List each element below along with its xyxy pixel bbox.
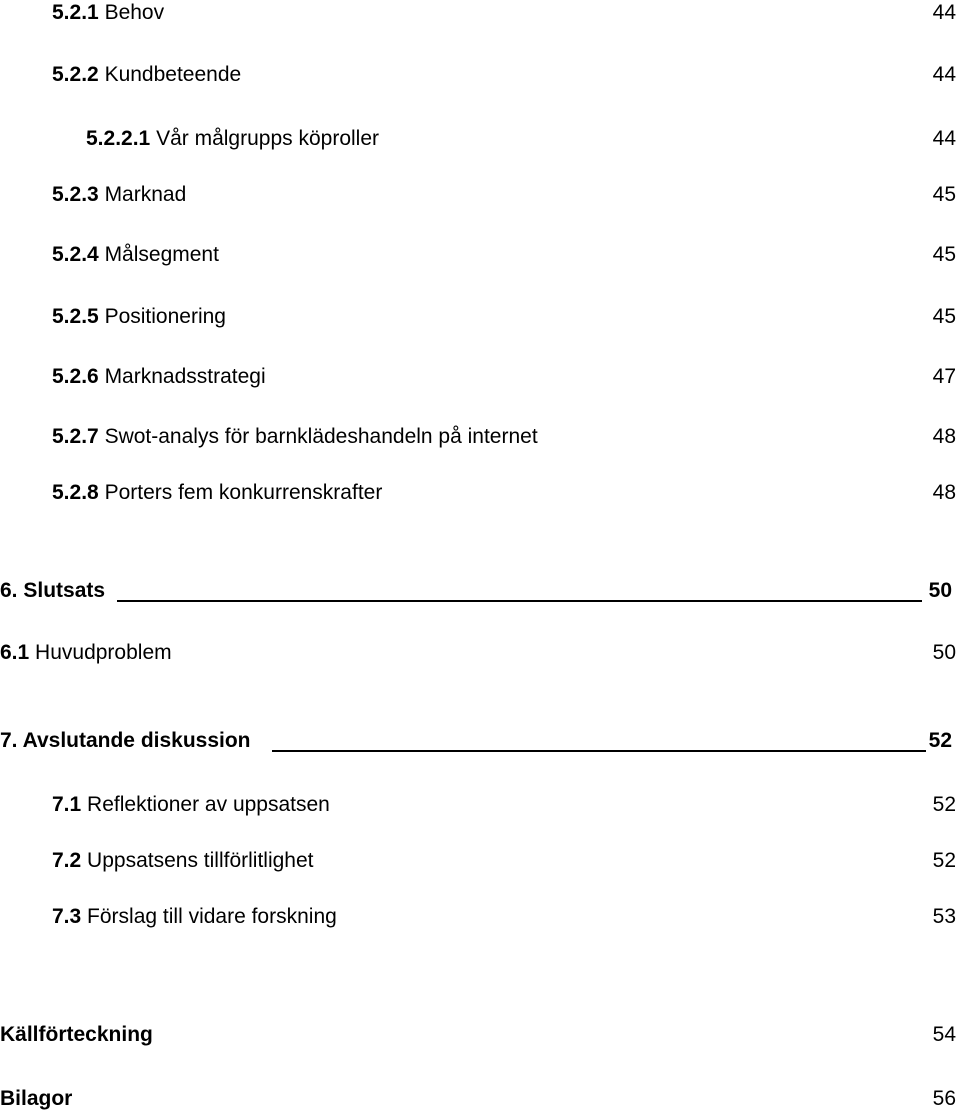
entry-page: 48 — [932, 425, 956, 448]
entry-title: Huvudproblem — [35, 641, 172, 664]
entry-page: 50 — [932, 641, 956, 664]
toc-entry[interactable] — [0, 300, 960, 334]
entry-number: 7.2 — [52, 849, 82, 872]
toc-entry[interactable] — [0, 1082, 960, 1116]
entry-page: 45 — [932, 305, 956, 328]
entry-number: 5.2.5 — [52, 305, 99, 328]
toc-entry[interactable] — [0, 1018, 960, 1052]
toc-entry[interactable] — [0, 178, 960, 212]
entry-title: 6. Slutsats — [0, 579, 106, 602]
entry-page: 52 — [928, 729, 952, 752]
entry-number: 7.3 — [52, 905, 82, 928]
entry-page: 44 — [932, 1, 956, 24]
toc-entry[interactable] — [0, 844, 960, 878]
entry-page: 45 — [932, 243, 956, 266]
entry-title: Reflektioner av uppsatsen — [87, 793, 330, 816]
entry-title: Swot-analys för barnklädeshandeln på internet — [104, 425, 538, 448]
toc-entry[interactable] — [0, 420, 960, 454]
entry-title: Uppsatsens tillförlitlighet — [87, 849, 314, 872]
entry-title: Vår målgrupps köproller — [156, 127, 380, 150]
entry-number: 5.2.6 — [52, 365, 99, 388]
entry-page: 45 — [932, 183, 956, 206]
entry-number: 5.2.3 — [52, 183, 99, 206]
entry-title: Källförteckning — [0, 1023, 153, 1046]
entry-page: 54 — [932, 1023, 956, 1046]
entry-title: Marknadsstrategi — [104, 365, 266, 388]
leader-rule — [117, 600, 922, 602]
entry-page: 56 — [932, 1087, 956, 1110]
toc-entry[interactable] — [0, 900, 960, 934]
entry-number: 7.1 — [52, 793, 82, 816]
toc-entry[interactable] — [0, 636, 960, 670]
entry-page: 48 — [932, 481, 956, 504]
toc-entry[interactable] — [0, 476, 960, 510]
entry-number: 5.2.8 — [52, 481, 99, 504]
entry-number: 5.2.1 — [52, 1, 99, 24]
entry-number: 5.2.7 — [52, 425, 99, 448]
entry-page: 52 — [932, 793, 956, 816]
toc-entry[interactable] — [0, 788, 960, 822]
entry-title: Positionering — [104, 305, 226, 328]
entry-number: 5.2.2.1 — [86, 127, 151, 150]
toc-chapter[interactable] — [0, 724, 960, 758]
entry-title: Bilagor — [0, 1087, 73, 1110]
entry-number: 6.1 — [0, 641, 30, 664]
entry-title: Förslag till vidare forskning — [87, 905, 337, 928]
entry-number: 5.2.4 — [52, 243, 99, 266]
toc-entry[interactable] — [0, 360, 960, 394]
entry-page: 53 — [932, 905, 956, 928]
entry-title: Kundbeteende — [104, 63, 242, 86]
entry-title: Behov — [104, 1, 165, 24]
toc-entry[interactable] — [0, 122, 960, 156]
toc-entry[interactable] — [0, 0, 960, 30]
entry-title: Målsegment — [104, 243, 219, 266]
entry-page: 44 — [932, 127, 956, 150]
entry-page: 44 — [932, 63, 956, 86]
entry-title: Marknad — [104, 183, 187, 206]
toc-chapter[interactable] — [0, 574, 960, 608]
entry-title: Porters fem konkurrenskrafter — [104, 481, 383, 504]
entry-title: 7. Avslutande diskussion — [0, 729, 251, 752]
entry-page: 50 — [928, 579, 952, 602]
toc-entry[interactable] — [0, 58, 960, 92]
toc-entry[interactable] — [0, 238, 960, 272]
entry-number: 5.2.2 — [52, 63, 99, 86]
entry-page: 47 — [932, 365, 956, 388]
leader-rule — [272, 750, 926, 752]
entry-page: 52 — [932, 849, 956, 872]
